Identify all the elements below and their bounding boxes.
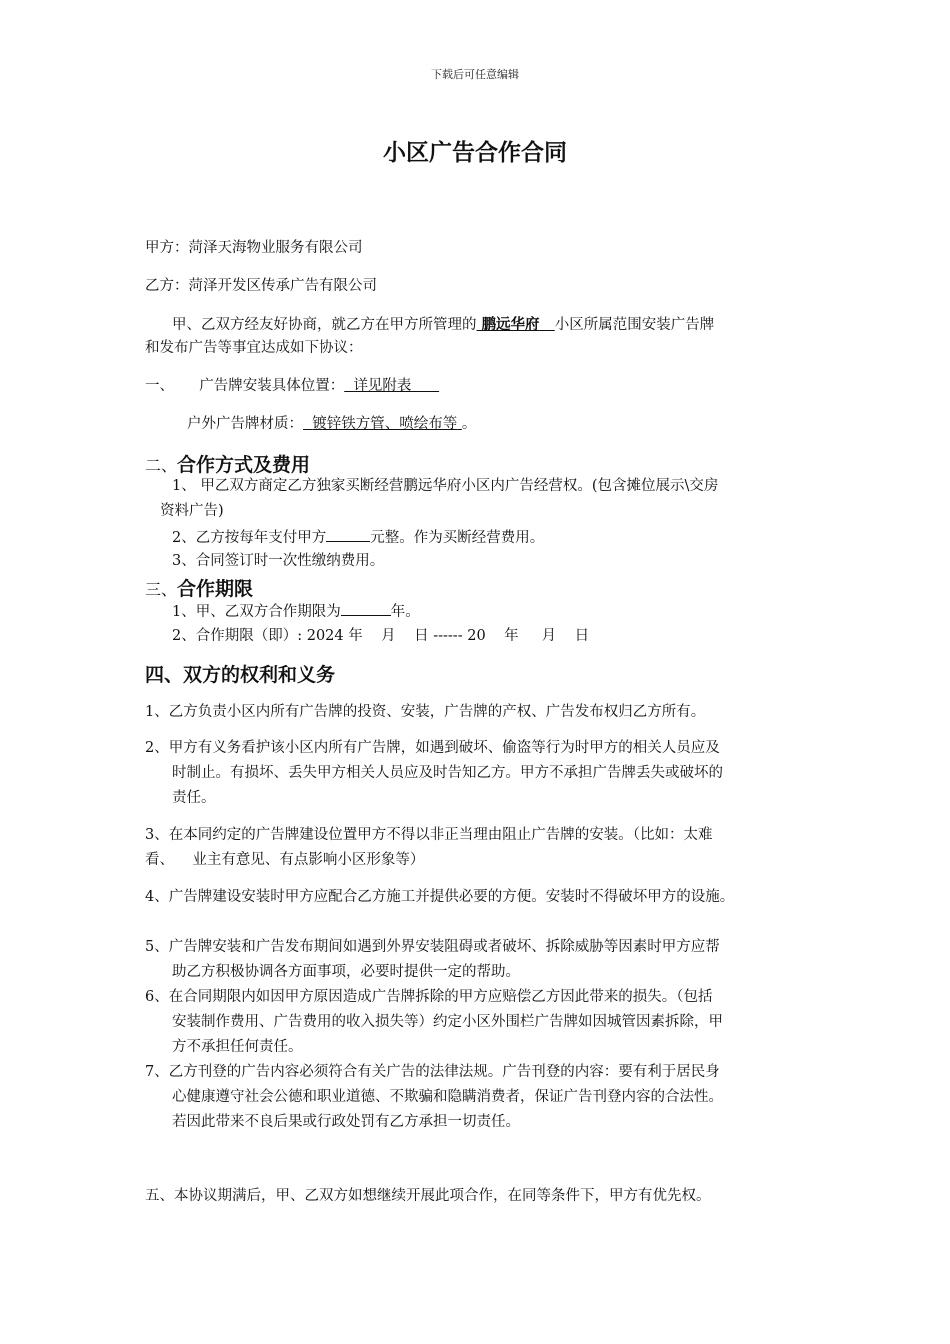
section4-item7-line3: 若因此带来不良后果或行政处罚有乙方承担一切责任。 [172,1114,520,1130]
party-a: 甲方：菏泽天海物业服务有限公司 [145,240,363,256]
section4-item3-line2: 看、 业主有意见、有点影响小区形象等） [145,852,425,868]
section4-item7-line2: 心健康遵守社会公德和职业道德、不欺骗和隐瞒消费者，保证广告刊登内容的合法性。 [172,1089,723,1105]
section3-heading: 三、合作期限 [145,578,254,600]
intro-after: 小区所属范围安装广告牌 [554,317,715,333]
section1-material: 户外广告牌材质： 镀锌铁方管、喷绘布等 。 [187,416,477,432]
section4-item7-line1: 7、乙方刊登的广告内容必须符合有关广告的法律法规。广告刊登的内容：要有利于居民身 [145,1064,720,1080]
section4-heading: 四、双方的权利和义务 [145,664,336,686]
material-value: 镀锌铁方管、喷绘布等 [312,416,458,432]
section4-item2-line2: 时制止。有损坏、丢失甲方相关人员应及时告知乙方。甲方不承担广告牌丢失或破坏的 [172,765,723,781]
section4-item2-line3: 责任。 [172,790,216,806]
section4-item2-line1: 2、甲方有义务看护该小区内所有广告牌，如遇到破坏、偷盗等行为时甲方的相关人员应及 [145,740,720,756]
section4-item6-line2: 安装制作费用、广告费用的收入损失等）约定小区外围栏广告牌如因城管因素拆除，甲 [172,1014,723,1030]
section4-item5-line2: 助乙方积极协调各方面事项，必要时提供一定的帮助。 [172,964,520,980]
section2-item1-line2: 资料广告) [160,503,224,519]
section4-item4: 4、广告牌建设安装时甲方应配合乙方施工并提供必要的方便。安装时不得破坏甲方的设施。 [145,889,735,905]
section2-item2: 2、乙方按每年支付甲方 元整。作为买断经营费用。 [172,527,544,547]
intro-line-1 [172,316,714,334]
section1-location [145,377,439,395]
intro-line-2: 和发布广告等事宜达成如下协议： [145,340,363,356]
material-label: 户外广告牌材质： [187,416,303,432]
section2-item3: 3、合同签订时一次性缴纳费用。 [172,553,385,569]
intro-before: 甲、乙双方经友好协商，就乙方在甲方所管理的 [172,317,477,333]
section4-item6-line3: 方不承担任何责任。 [172,1039,303,1055]
section5-text: 五、本协议期满后，甲、乙双方如想继续开展此项合作，在同等条件下，甲方有优先权。 [145,1188,711,1204]
section3-item1: 1、甲、乙双方合作期限为 年。 [172,601,420,621]
section2-heading: 二、合作方式及费用 [145,454,311,476]
term-blank [341,601,391,616]
community-name: 鹏远华府 [481,316,540,333]
section4-item3-line1: 3、在本同约定的广告牌建设位置甲方不得以非正当理由阻止广告牌的安装。（比如：太难 [145,827,713,843]
section2-item1-line1: 1、 甲乙双方商定乙方独家买断经营鹏远华府小区内广告经营权。(包含摊位展示\交房 [172,478,719,494]
section4-item6-line1: 6、在合同期限内如因甲方原因造成广告牌拆除的甲方应赔偿乙方因此带来的损失。（包括 [145,989,713,1005]
section1-value: 详见附表 [353,378,412,394]
page-header-note: 下载后可任意编辑 [431,68,519,81]
fee-blank [326,527,370,542]
party-b: 乙方：菏泽开发区传承广告有限公司 [145,278,377,294]
section3-item2: 2、合作期限（即）: 2024 年 月 日 ------ 20 年 月 日 [172,628,590,644]
section4-item1: 1、乙方负责小区内所有广告牌的投资、安装，广告牌的产权、广告发布权归乙方所有。 [145,704,706,720]
section1-label: 广告牌安装具体位置： [199,378,345,394]
document-title: 小区广告合作合同 [383,140,567,166]
section4-item5-line1: 5、广告牌安装和广告发布期间如遇到外界安装阻碍或者破坏、拆除威胁等因素时甲方应帮 [145,939,720,955]
section1-number: 一、 [145,378,174,394]
